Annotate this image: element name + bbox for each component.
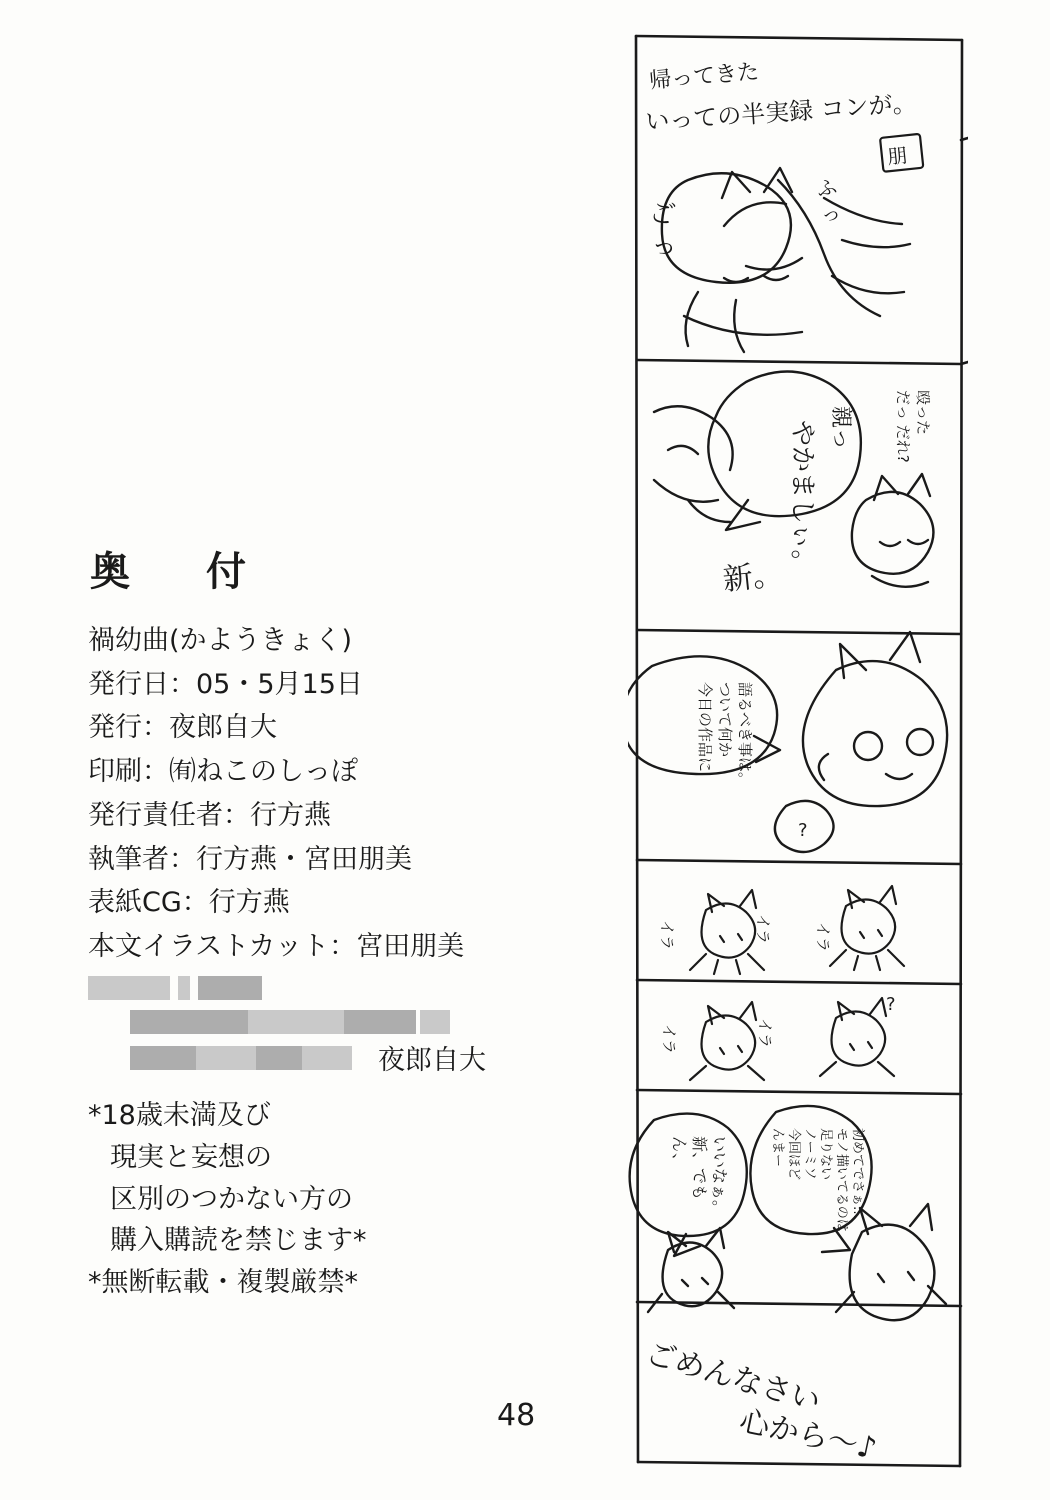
comic-final-text: 心から〜♪ [736, 1403, 880, 1467]
notice-line-3: 区別のつかない方の [110, 1183, 353, 1215]
comic-balloon-text: 今日の作品に [696, 682, 714, 773]
comic-balloon-text: んまー [770, 1128, 785, 1168]
comic-sfx: イラ [814, 922, 832, 953]
comic-sfx: イラ [756, 1018, 774, 1049]
comic-balloon-text: モノ描いてるのは [834, 1128, 849, 1232]
page-title: 奥 付 [90, 549, 264, 595]
comic-sfx: ご [646, 197, 678, 232]
notice-line-2: 現実と妄想の [110, 1141, 272, 1173]
colophon-line-publisher: 発行：夜郎自大 [88, 712, 277, 744]
redaction-bar [302, 1046, 352, 1070]
redaction-bar [248, 1010, 344, 1034]
comic-balloon-text: 新。 [721, 556, 785, 598]
comic-sfx: イラ [660, 1024, 678, 1055]
comic-balloon-text: だっ だれ? [894, 390, 912, 463]
comic-balloon-text: ? [886, 994, 896, 1015]
colophon-line-illustrations: 本文イラストカット：宮田朋美 [88, 931, 465, 963]
comic-sfx: っ [819, 200, 843, 227]
colophon-line-writers: 執筆者：行方燕・宮田朋美 [88, 843, 412, 875]
publisher-signature: 夜郎自大 [378, 1045, 486, 1077]
comic-balloon-text: 殴った [914, 390, 932, 436]
redacted-row-with-signature [88, 1041, 608, 1075]
comic-balloon-text: 新、でも [690, 1136, 709, 1201]
comic-balloon-text: ん、 [670, 1136, 689, 1169]
redaction-bar [198, 976, 262, 1000]
comic-balloon-text: ついて何か [716, 682, 734, 758]
colophon-line-cover-cg: 表紙CG：行方燕 [88, 887, 290, 919]
redaction-bar [130, 1010, 248, 1034]
colophon-line-responsible: 発行責任者：行方燕 [88, 799, 331, 831]
colophon-line-pubdate: 発行日：05・5月15日 [88, 668, 363, 700]
comic-balloon-text: 親っ [828, 406, 853, 451]
comic-balloon-text: 今回ほど [786, 1128, 801, 1181]
age-notice [88, 1095, 608, 1304]
comic-final-text: ごめんなさい [641, 1336, 825, 1420]
comic-sfx: っ [648, 229, 680, 264]
comic-title-line2: いっての半実録 コンが。 [644, 89, 918, 136]
comic-balloon-text: 語るべき事は。 [736, 682, 754, 788]
comic-balloon-text: 初めてでさぁ… [850, 1128, 865, 1220]
notice-line-1: *18歳未満及び [88, 1099, 271, 1131]
colophon-line-book-title: 禍幼曲(かようきょく) [88, 625, 353, 656]
redaction-bar [420, 1010, 450, 1034]
comic-balloon-text: ノーミソ [802, 1128, 817, 1180]
redaction-bar [256, 1046, 302, 1070]
comic-sfx: イラ [754, 914, 772, 945]
comic-strip [628, 30, 968, 1470]
redaction-bar [344, 1010, 416, 1034]
redacted-row [88, 973, 608, 1003]
notice-line-5: *無断転載・複製厳禁* [88, 1267, 358, 1299]
redacted-row [88, 1007, 608, 1037]
comic-balloon-text: 足りない [818, 1128, 833, 1181]
comic-balloon-text: やかましぃ。 [787, 420, 817, 576]
comic-balloon-text: いいなぁ。 [710, 1136, 729, 1217]
redaction-bar [196, 1046, 256, 1070]
redaction-bar [178, 976, 190, 1000]
colophon-block [88, 540, 608, 1304]
comic-sfx: イラ [658, 920, 676, 951]
comic-sfx: ふ [815, 174, 839, 201]
redaction-bar [130, 1046, 196, 1070]
colophon-lines [88, 619, 608, 969]
colophon-line-printer: 印刷：㈲ねこのしっぽ [88, 756, 358, 788]
notice-line-4: 購入購読を禁じます* [110, 1225, 367, 1257]
comic-stamp: 朋 [886, 143, 909, 169]
page-number: 48 [497, 1398, 536, 1433]
redaction-bar [88, 976, 170, 1000]
comic-balloon-text: ? [798, 820, 808, 841]
comic-title-line1: 帰ってきた [648, 59, 761, 94]
redacted-contact-info [88, 973, 608, 1075]
